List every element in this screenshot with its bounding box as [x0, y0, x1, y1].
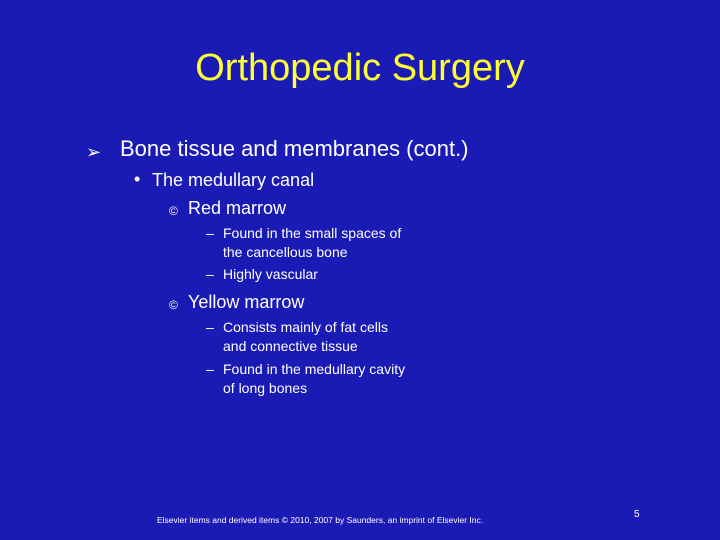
slide-title: Orthopedic Surgery	[195, 47, 525, 89]
dash-bullet-icon: –	[206, 319, 214, 335]
bullet-level4-text: Found in the small spaces of the cancellous bone	[223, 225, 402, 260]
page-number: 5	[634, 509, 640, 520]
bullet-level4-text: Found in the medullary cavity of long bones	[223, 361, 406, 396]
circled-bullet-icon: ©	[169, 204, 178, 218]
dash-bullet-icon: –	[206, 361, 214, 377]
bullet-level3-text: Yellow marrow	[188, 292, 305, 312]
bullet-level2-text: The medullary canal	[152, 170, 315, 190]
arrow-bullet-icon: ➢	[86, 142, 102, 162]
bullet-level4-text: Highly vascular	[223, 266, 318, 282]
bullet-level3-text: Red marrow	[188, 198, 287, 218]
dot-bullet-icon: •	[134, 169, 141, 189]
dash-bullet-icon: –	[206, 266, 214, 282]
bullet-level1-text: Bone tissue and membranes (cont.)	[120, 136, 469, 161]
copyright-footer: Elsevier items and derived items © 2010, 2007 by Saunders, an imprint of Elsevier Inc.	[157, 515, 484, 525]
bullet-level4-text: Consists mainly of fat cells and connective tissue	[223, 319, 388, 354]
dash-bullet-icon: –	[206, 225, 214, 241]
circled-bullet-icon: ©	[169, 298, 178, 312]
